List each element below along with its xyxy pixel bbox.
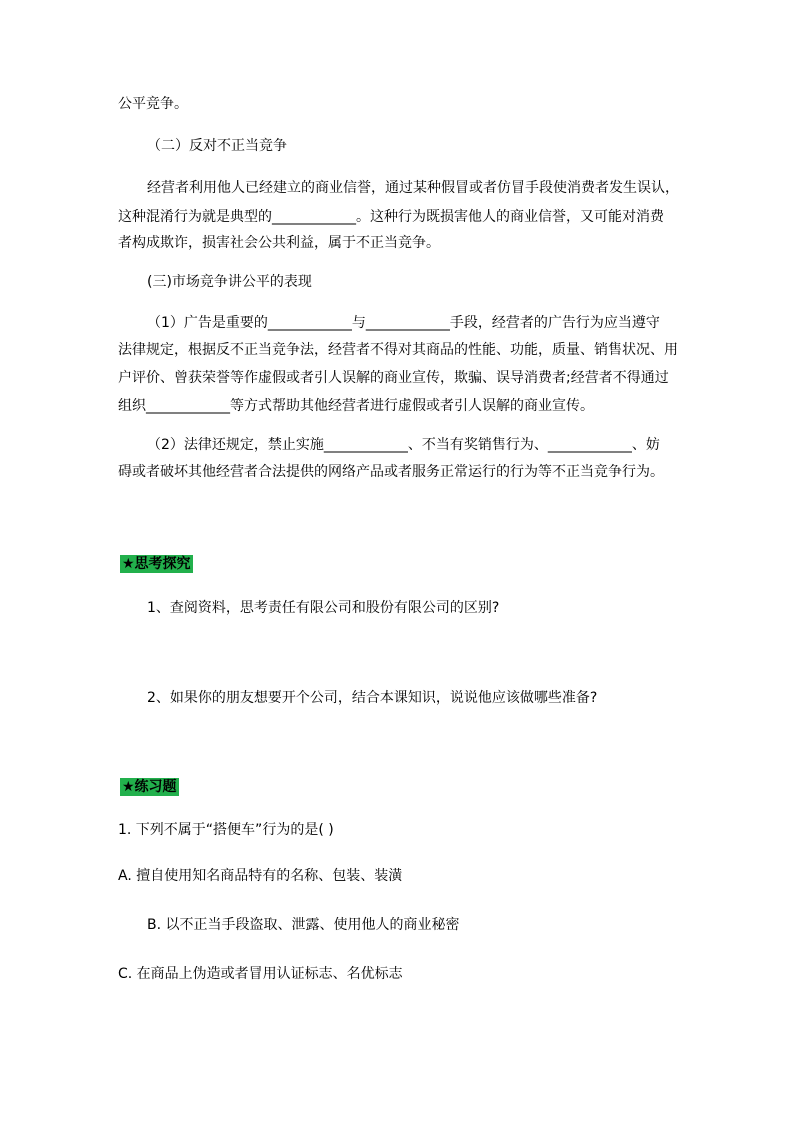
paragraph-line: 者构成欺诈，损害社会公共利益，属于不正当竞争。 [118, 235, 440, 251]
exercise-section-tag [120, 777, 179, 797]
paragraph-line: 组织____________等方式帮助其他经营者进行虚假或者引人误解的商业宣传。 [118, 398, 594, 414]
think-question: 2、如果你的朋友想要开个公司，结合本课知识，说说他应该做哪些准备? [147, 690, 598, 706]
exercise-tag-label: ★练习题 [122, 779, 177, 795]
exercise-question: 1. 下列不属于“搭便车”行为的是( ) [118, 822, 334, 838]
paragraph-line: 这种混淆行为就是典型的____________。这种行为既损害他人的商业信誉，又可能对消费 [118, 209, 664, 225]
paragraph-line: （1）广告是重要的____________与____________手段，经营者的广告行为应当遵守 [147, 315, 660, 331]
paragraph-line: 户评价、曾获荣誉等作虚假或者引人误解的商业宣传，欺骗、误导消费者;经营者不得通过 [118, 370, 669, 386]
answer-option-a: A. 擅自使用知名商品特有的名称、包装、装潢 [118, 868, 403, 884]
think-section-tag [120, 554, 193, 574]
think-tag-label: ★思考探究 [122, 556, 191, 572]
paragraph-line: 经营者利用他人已经建立的商业信誉，通过某种假冒或者仿冒手段使消费者发生误认， [147, 180, 679, 196]
section-heading: (三)市场竞争讲公平的表现 [147, 274, 312, 290]
paragraph-line: 碍或者破坏其他经营者合法提供的网络产品或者服务正常运行的行为等不正当竞争行为。 [118, 464, 664, 480]
answer-option-b: B. 以不正当手段盗取、泄露、使用他人的商业秘密 [147, 917, 460, 933]
section-heading: （二）反对不正当竞争 [147, 138, 287, 154]
answer-option-c: C. 在商品上伪造或者冒用认证标志、名优标志 [118, 966, 403, 982]
paragraph-line: 公平竞争。 [118, 96, 188, 112]
think-question: 1、查阅资料，思考责任有限公司和股份有限公司的区别? [147, 600, 500, 616]
paragraph-line: 法律规定，根据反不正当竞争法，经营者不得对其商品的性能、功能，质量、销售状况、用 [118, 342, 678, 358]
paragraph-line: （2）法律还规定，禁止实施____________、不当有奖销售行为、____________、妨 [147, 437, 660, 453]
